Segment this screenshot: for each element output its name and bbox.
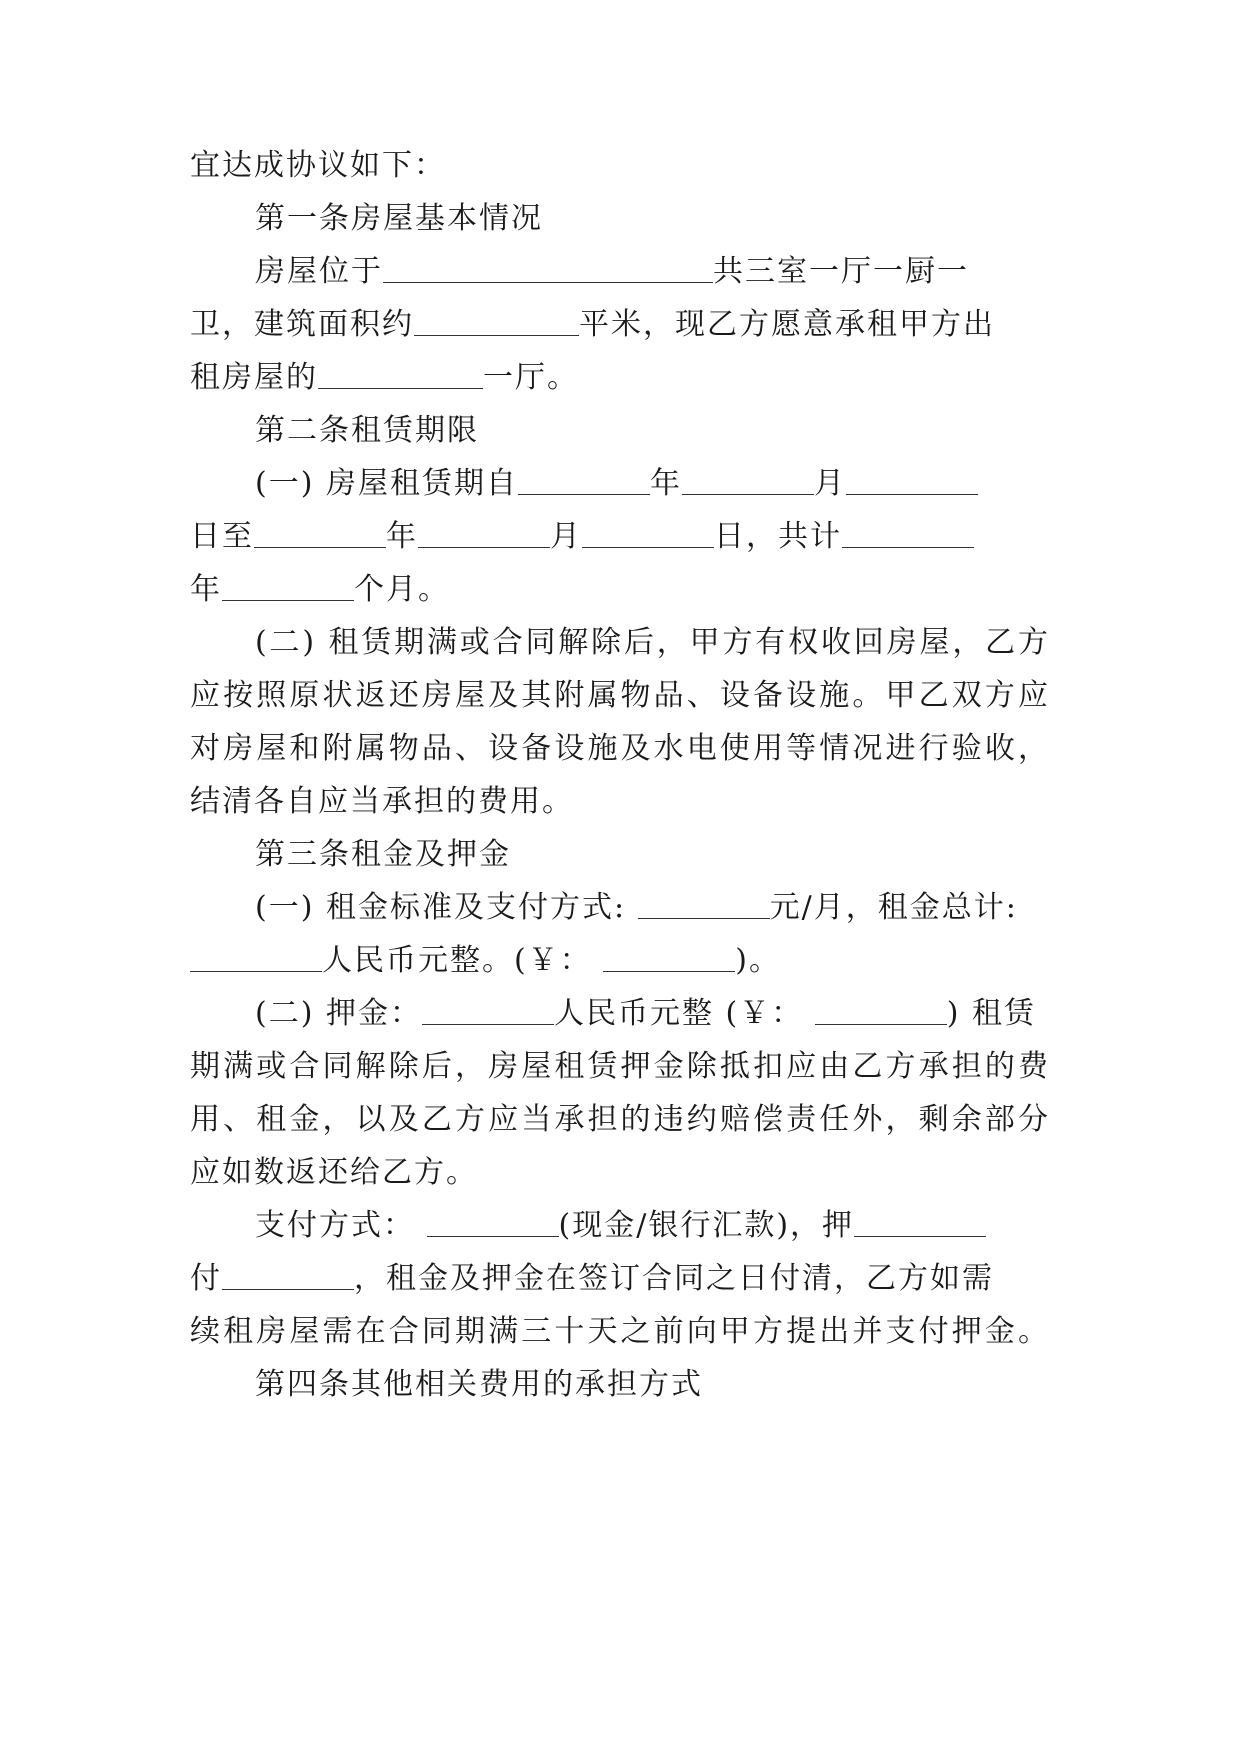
text-line	[190, 146, 1050, 186]
text-line	[190, 1312, 1050, 1352]
fill-blank[interactable]	[427, 1206, 559, 1237]
fill-blank[interactable]	[222, 570, 354, 601]
text: (二) 租赁期满或合同解除后，甲方有权收回房屋，乙方	[255, 625, 1050, 660]
text: (现金/银行汇款)，押	[558, 1208, 855, 1243]
text-line	[255, 994, 1050, 1034]
section-heading	[255, 1365, 1050, 1405]
text: 年	[190, 572, 222, 607]
heading-text: 第三条租金及押金	[255, 837, 511, 872]
heading-text: 第二条租赁期限	[255, 413, 479, 448]
fill-blank[interactable]	[842, 517, 974, 548]
fill-blank[interactable]	[422, 994, 554, 1025]
fill-blank[interactable]	[418, 517, 550, 548]
section-heading	[255, 411, 1050, 451]
text-line	[190, 676, 1050, 716]
section-heading	[255, 835, 1050, 875]
text: 共三室一厅一厨一	[713, 254, 969, 289]
fill-blank[interactable]	[582, 517, 714, 548]
text-line	[190, 782, 1050, 822]
text: 人民币元整 (￥：	[553, 996, 804, 1031]
text: 月	[550, 519, 582, 554]
text-line	[190, 1100, 1050, 1140]
text: 应如数返还给乙方。	[190, 1155, 478, 1190]
text: 平米，现乙方愿意承租甲方出	[579, 307, 995, 342]
fill-blank[interactable]	[854, 1206, 986, 1237]
text-line	[190, 517, 1050, 557]
text-line	[190, 305, 1050, 345]
text-line	[255, 1206, 1050, 1246]
fill-blank[interactable]	[846, 464, 978, 495]
text: 租房屋的	[190, 360, 318, 395]
text-line	[190, 1047, 1050, 1087]
text-line	[190, 358, 1050, 398]
text: 房屋位于	[255, 254, 383, 289]
text: 日至	[190, 519, 254, 554]
text: ，租金及押金在签订合同之日付清，乙方如需	[354, 1261, 994, 1296]
text-line	[190, 1153, 1050, 1193]
text: 年	[386, 519, 418, 554]
text-line	[190, 729, 1050, 769]
fill-blank[interactable]	[638, 888, 770, 919]
text: 个月。	[354, 572, 450, 607]
text: 一厅。	[483, 360, 579, 395]
fill-blank[interactable]	[318, 358, 483, 389]
text: 支付方式：	[255, 1208, 415, 1243]
text-line	[255, 464, 1050, 504]
fill-blank[interactable]	[603, 941, 735, 972]
text: 年	[649, 466, 682, 501]
text: ) 租赁	[946, 996, 1036, 1031]
text: 宜达成协议如下：	[190, 148, 446, 183]
text: 卫，建筑面积约	[190, 307, 414, 342]
text-line	[190, 1259, 1050, 1299]
text: 续租房屋需在合同期满三十天之前向甲方提出并支付押金。	[190, 1314, 1050, 1349]
fill-blank[interactable]	[383, 252, 713, 283]
section-heading	[255, 199, 1050, 239]
text: 付	[190, 1261, 222, 1296]
text: 用、租金，以及乙方应当承担的违约赔偿责任外，剩余部分	[190, 1102, 1050, 1137]
heading-text: 第一条房屋基本情况	[255, 201, 543, 236]
text: 日，共计	[714, 519, 842, 554]
text: 应按照原状返还房屋及其附属物品、设备设施。甲乙双方应	[190, 678, 1050, 713]
text: 期满或合同解除后，房屋租赁押金除抵扣应由乙方承担的费	[190, 1049, 1050, 1084]
text-line	[190, 941, 1050, 981]
text: 元/月，租金总计:	[769, 890, 1018, 925]
text: 对房屋和附属物品、设备设施及水电使用等情况进行验收，	[190, 731, 1050, 766]
text: (一) 租金标准及支付方式:	[255, 890, 627, 925]
text-line	[255, 623, 1050, 663]
fill-blank[interactable]	[518, 464, 650, 495]
heading-text: 第四条其他相关费用的承担方式	[255, 1367, 703, 1402]
fill-blank[interactable]	[254, 517, 386, 548]
text: )。	[735, 943, 781, 978]
text-line	[190, 570, 1050, 610]
text: 人民币元整。(￥：	[322, 943, 592, 978]
text: 月	[813, 466, 846, 501]
fill-blank[interactable]	[682, 464, 814, 495]
text: 结清各自应当承担的费用。	[190, 784, 574, 819]
fill-blank[interactable]	[815, 994, 947, 1025]
fill-blank[interactable]	[222, 1259, 354, 1290]
text: (二) 押金：	[255, 996, 422, 1031]
fill-blank[interactable]	[190, 941, 322, 972]
fill-blank[interactable]	[414, 305, 579, 336]
text: (一) 房屋租赁期自	[255, 466, 518, 501]
text-line	[255, 252, 1050, 292]
text-line	[255, 888, 1050, 928]
